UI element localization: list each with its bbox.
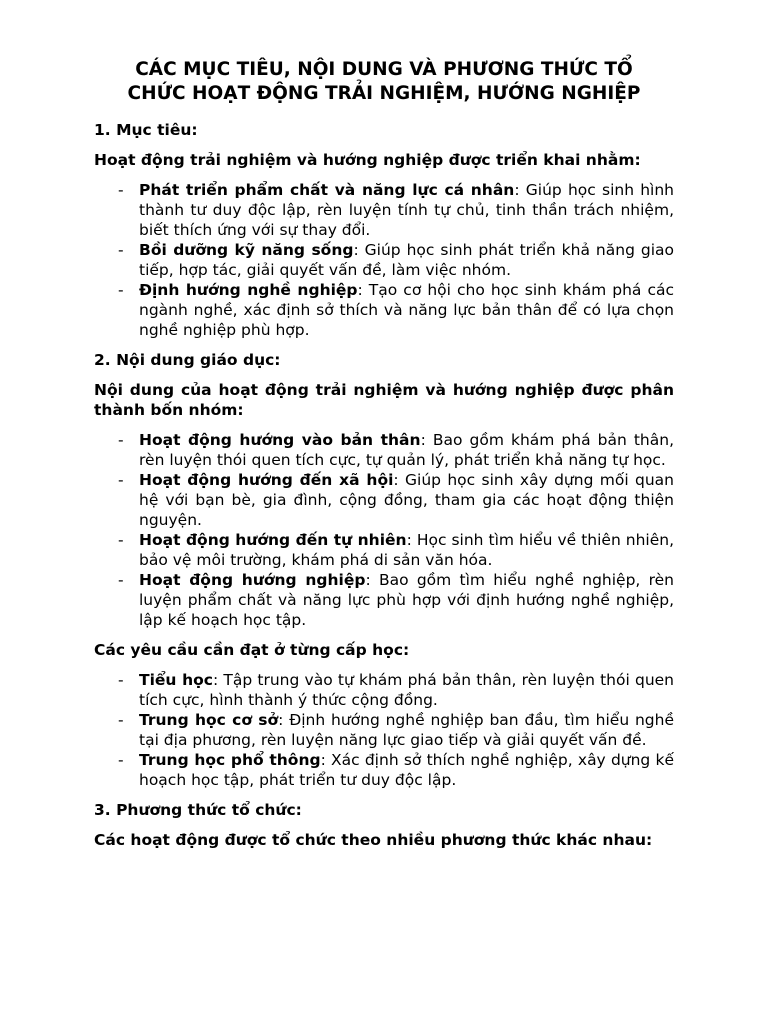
bullet-dash: - <box>118 711 124 729</box>
item-term: Tiểu học <box>139 671 213 689</box>
list-item <box>94 570 674 630</box>
section-1-list <box>94 180 674 340</box>
levels-list <box>94 670 674 790</box>
item-term: Hoạt động hướng đến tự nhiên <box>139 531 407 549</box>
item-term: Hoạt động hướng đến xã hội <box>139 471 394 489</box>
section-2-heading: 2. Nội dung giáo dục: <box>94 351 281 369</box>
item-desc: : Định hướng nghề nghiệp ban đầu, tìm hiểu nghề tại địa phương, rèn luyện năng lực giao tiếp và giải quyết vấn đề. <box>139 711 674 749</box>
bullet-dash: - <box>118 241 124 259</box>
document-title <box>94 58 674 106</box>
list-item <box>94 240 674 280</box>
section-1-intro: Hoạt động trải nghiệm và hướng nghiệp được triển khai nhằm: <box>94 151 641 169</box>
list-item <box>94 710 674 750</box>
list-item <box>94 750 674 790</box>
item-desc: : Tập trung vào tự khám phá bản thân, rèn luyện thói quen tích cực, hình thành ý thức cộng đồng. <box>139 671 675 709</box>
item-term: Trung học phổ thông <box>139 751 321 769</box>
list-item <box>94 470 674 530</box>
item-term: Hoạt động hướng vào bản thân <box>139 431 421 449</box>
item-desc: : Tạo cơ hội cho học sinh khám phá các ngành nghề, xác định sở thích và năng lực bản thân để có lựa chọn nghề nghiệp phù hợp. <box>139 281 675 339</box>
list-item <box>94 280 674 340</box>
title-line-1: CÁC MỤC TIÊU, NỘI DUNG VÀ PHƯƠNG THỨC TỔ <box>135 59 633 80</box>
item-desc: : Xác định sở thích nghề nghiệp, xây dựng kế hoạch học tập, phát triển tư duy độc lập. <box>139 751 674 789</box>
bullet-dash: - <box>118 671 124 689</box>
bullet-dash: - <box>118 751 124 769</box>
item-term: Định hướng nghề nghiệp <box>139 281 358 299</box>
item-desc: : Bao gồm khám phá bản thân, rèn luyện thói quen tích cực, tự quản lý, phát triển khả năng tự học. <box>139 431 674 469</box>
item-desc: : Bao gồm tìm hiểu nghề nghiệp, rèn luyện phẩm chất và năng lực phù hợp với định hướng nghề nghiệp, lập kế hoạch học tập. <box>139 571 674 629</box>
item-term: Trung học cơ sở <box>139 711 279 729</box>
item-term: Bồi dưỡng kỹ năng sống <box>139 241 354 259</box>
title-line-2: CHỨC HOẠT ĐỘNG TRẢI NGHIỆM, HƯỚNG NGHIỆP <box>127 83 641 104</box>
section-3-heading: 3. Phương thức tổ chức: <box>94 801 302 819</box>
item-desc: : Giúp học sinh xây dựng mối quan hệ với bạn bè, gia đình, cộng đồng, tham gia các hoạt động thiện nguyện. <box>139 471 674 529</box>
bullet-dash: - <box>118 571 124 589</box>
bullet-dash: - <box>118 531 124 549</box>
bullet-dash: - <box>118 431 124 449</box>
bullet-dash: - <box>118 471 124 489</box>
section-3-intro: Các hoạt động được tổ chức theo nhiều phương thức khác nhau: <box>94 831 653 849</box>
list-item <box>94 430 674 470</box>
item-desc: : Học sinh tìm hiểu về thiên nhiên, bảo vệ môi trường, khám phá di sản văn hóa. <box>139 531 675 569</box>
bullet-dash: - <box>118 181 124 199</box>
levels-heading: Các yêu cầu cần đạt ở từng cấp học: <box>94 641 410 659</box>
section-2-intro: Nội dung của hoạt động trải nghiệm và hướng nghiệp được phân thành bốn nhóm: <box>94 381 674 419</box>
section-1-heading: 1. Mục tiêu: <box>94 121 198 139</box>
item-desc: : Giúp học sinh hình thành tư duy độc lập, rèn luyện tính tự chủ, tinh thần trách nhiệm, biết thích ứng với sự thay đổi. <box>139 181 674 239</box>
bullet-dash: - <box>118 281 124 299</box>
item-term: Hoạt động hướng nghiệp <box>139 571 366 589</box>
section-2-list <box>94 430 674 630</box>
list-item <box>94 180 674 240</box>
item-term: Phát triển phẩm chất và năng lực cá nhân <box>139 181 515 199</box>
list-item <box>94 530 674 570</box>
item-desc: : Giúp học sinh phát triển khả năng giao tiếp, hợp tác, giải quyết vấn đề, làm việc nhóm. <box>139 241 675 279</box>
list-item <box>94 670 674 710</box>
